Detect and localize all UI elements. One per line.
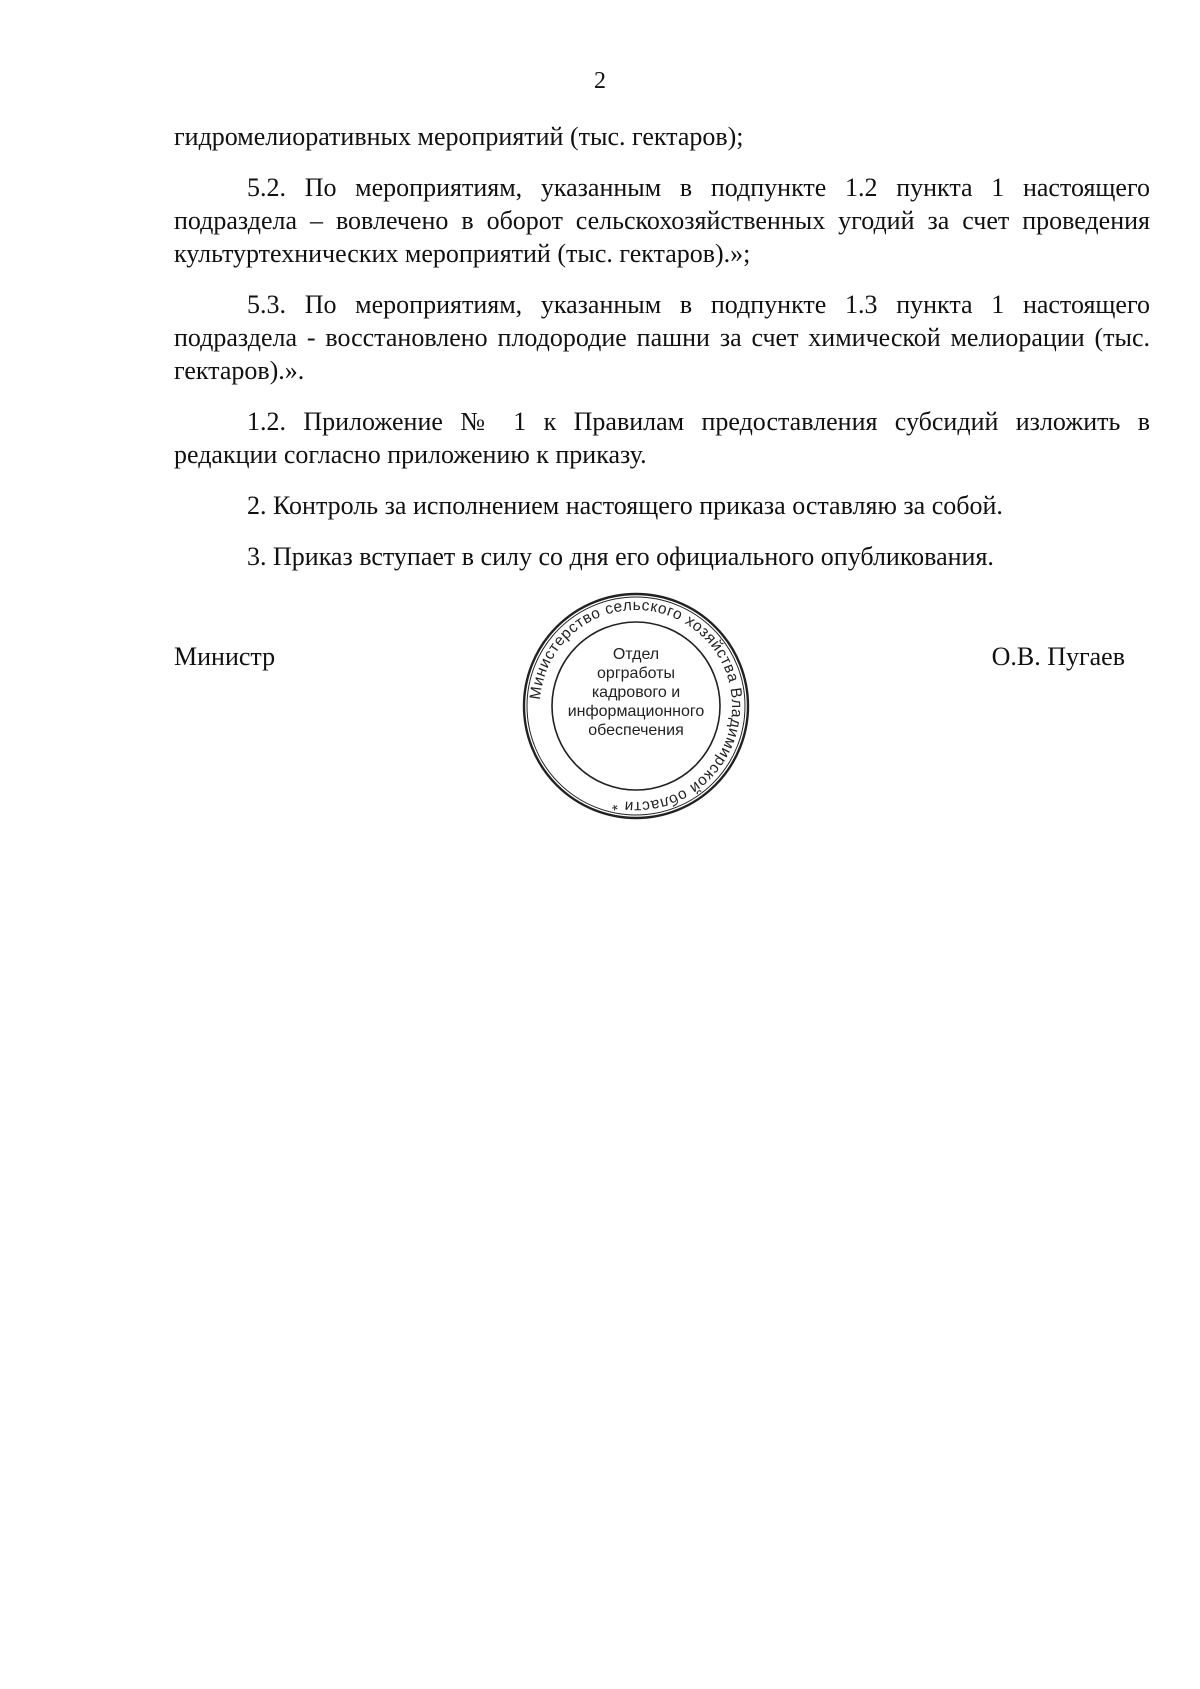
- stamp-inner-text: [560, 645, 712, 740]
- stamp-line: Отдел: [612, 646, 660, 663]
- stamp-line: информационного: [567, 703, 705, 720]
- document-body: [174, 120, 1150, 591]
- signatory-name: О.В. Пугаев: [991, 642, 1125, 671]
- paragraph-3: 3. Приказ вступает в силу со дня его официального опубликования.: [247, 542, 994, 571]
- paragraph-5-3: 5.3. По мероприятиям, указанным в подпункте 1.3 пункта 1 настоящего подраздела - восстановлено плодородие пашни за счет химической мелиорации (тыс. гектаров).».: [174, 290, 1150, 385]
- paragraph-1-2: 1.2. Приложение № 1 к Правилам предоставления субсидий изложить в редакции согласно приложению к приказу.: [174, 407, 1150, 469]
- paragraph-5-2: 5.2. По мероприятиям, указанным в подпункте 1.2 пункта 1 настоящего подраздела – вовлечено в оборот сельскохозяйственных угодий за счет проведения культуртехнических мероприятий (тыс. гектаров).»;: [174, 173, 1150, 268]
- stamp-line: обеспечения: [588, 722, 684, 739]
- stamp-line: кадрового и: [591, 684, 681, 701]
- official-stamp: [520, 590, 752, 822]
- page-number: 2: [594, 68, 606, 94]
- stamp-line: оргработы: [597, 665, 675, 682]
- paragraph-2: 2. Контроль за исполнением настоящего приказа оставляю за собой.: [247, 491, 1003, 520]
- paragraph-continuation: гидромелиоративных мероприятий (тыс. гектаров);: [174, 122, 744, 151]
- signatory-title: Министр: [174, 642, 276, 671]
- stamp-ring-text: Министерство сельского хозяйства Владимирской области *: [527, 596, 746, 816]
